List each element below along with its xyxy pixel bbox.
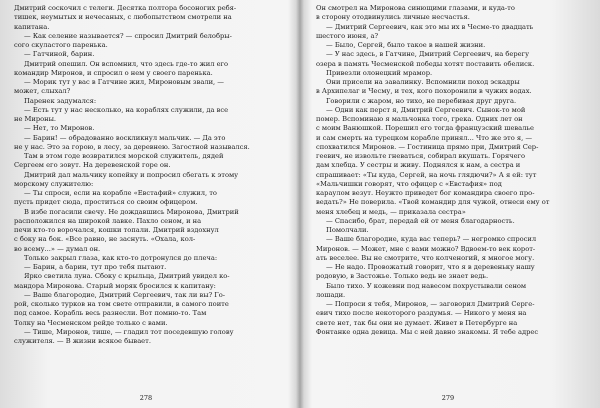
left-page-line: капитана.: [14, 22, 50, 31]
left-page-line: Там в этом годе возвратился морской служитель, дядей: [24, 152, 224, 160]
right-page-line: Привезли олонецкий мрамор.: [326, 68, 433, 77]
left-page-line: может, слыхал?: [14, 87, 71, 96]
left-page-line: Толку на Чесменском рейде только с вами.: [14, 318, 168, 327]
right-page-line: Они присели на завалинку. Вспомнили поход эскадры: [326, 78, 520, 86]
right-page-line: с моим Ванюшкой. Порешил его тогда французский шевалье: [316, 124, 534, 133]
left-page-number: 278: [139, 394, 153, 402]
right-page-line: родовую, в Застожье. Только ведь не знает ведь.: [316, 272, 489, 281]
right-page-line: — Было, Сергей, было такое в нашей жизни.: [326, 41, 486, 49]
left-page-line: Дмитрий соскочил с телеги. Десятка полтора босоногих ребя-: [14, 4, 237, 12]
left-page-line: под самое. Корабль весь разнесли. Вот помню-то. Там: [14, 309, 207, 318]
left-page-line: — Нет, то Миронов.: [24, 124, 95, 133]
left-page-line: служителя. — В жизни всякое бывает.: [14, 337, 151, 345]
right-page-line: Было тихо. У кожевни под навесом похрустывали сеном: [326, 281, 527, 290]
right-page-line: — Ваше благородие, куда вас теперь? — негромко спросил: [326, 235, 537, 244]
left-page-line: — Морик тут у вас в Гатчине жил, Мироновым звали, —: [24, 78, 224, 86]
left-page-line: печи кто-то ворочался, кошки топали. Дмитрий вздохнул: [14, 226, 219, 234]
right-page-line: — Дмитрий Сергеевич, как это мы их в Чесме-то двадцать: [326, 22, 534, 31]
right-page-line: — Спасибо, брат, передай ей от меня благодарность.: [326, 216, 515, 225]
right-page-line: евич тихо после некоторого раздумья. — Никого у меня на: [316, 309, 527, 318]
left-page-line: с боку на бок. «Все равно, не заснуть. «Охала, кол-: [14, 235, 196, 244]
right-page-line: спрашивает: «Ты куда, Сергей, на ночь глядючи?» А я ей: тут: [316, 170, 537, 179]
right-page-line: — У нас здесь, в Гатчине, Дмитрий Сергеевич, на берегу: [326, 50, 530, 59]
right-page-line: Помолчали.: [326, 226, 369, 234]
right-page-line: Миронов. — Может, мне с вами можно? Вдвоем-то век корот-: [316, 244, 536, 253]
left-page-line: мандора Миронова. Старый моряк бросился к капитану:: [14, 281, 216, 290]
left-page-line: рой, сколько турков на том свете отправили, в самого поите: [14, 300, 229, 308]
left-page-line: — Ты спроси, если на корабле «Евстафий» служил, то: [24, 189, 217, 197]
right-page-line: шестого июня, а?: [316, 31, 379, 40]
right-page-line: помер. Вспоминаю я мальчонка того, грека. Одних лет он: [316, 115, 523, 123]
right-page-line: Говорили с жаром, но тихо, не перебивая друг друга.: [326, 96, 517, 105]
left-page-line: Сергеем его зовут. На деревенской горе он.: [14, 161, 171, 170]
right-page: [316, 4, 580, 404]
left-page-line: Паренек задумался:: [24, 96, 97, 105]
right-page-line: — Попроси я тебя, Миронов, — заговорил Дмитрий Серге-: [326, 300, 535, 308]
left-page-line: не у нас. Это за горою, в лесу, за деревнею. Загостной назывался.: [14, 142, 250, 151]
left-page-line: — Гатчиной, барин.: [24, 50, 95, 59]
left-page-line: В избе погасили свечу. Не дождавшись Миронова, Дмитрий: [24, 207, 239, 216]
left-page-line: не Мироны.: [14, 115, 57, 123]
left-page-line: Ярко светила луна. Сбоку с крыльца, Дмитрий увидел ко-: [24, 272, 230, 281]
right-page-line: озера в память Чесменской победы хотят поставить обелиск.: [316, 59, 535, 68]
right-page-line: Он смотрел на Миронова синющими глазами, и куда-то: [316, 4, 515, 12]
left-page-line: сого скуластого паренька.: [14, 41, 108, 49]
left-page-line: расположился на широкой лавке. Пахло сеном, и на: [14, 216, 202, 225]
right-page-line: в Архипелаг и Чесму, и тех, кого похоронили в чужих водах.: [316, 87, 532, 96]
left-page-line: — Есть тут у нас несколько, на кораблях служили, да все: [24, 105, 229, 114]
right-page-line: в сторону отодвинулись личные несчастья.: [316, 13, 470, 22]
right-page-line: геевич, не извольте гневаться, собирал вкушать. Горячего: [316, 152, 526, 160]
left-page-line: — Барин! — обрадованно воскликнул мальчик. — Да это: [24, 133, 226, 142]
right-page-line: — Одни как перст я, Дмитрий Сергеевич. Сынок-то мой: [326, 105, 526, 114]
left-page-line: пусть придет сюда, проститься со своим офицером.: [14, 198, 198, 207]
left-page-line: Дмитрий опешил. Он вспомнил, что здесь где-то жил его: [24, 59, 229, 68]
right-page-line: дам хлебца. У сестры и живу. Поднялся к нам, а сестра и: [316, 161, 521, 170]
book-gutter: [296, 0, 304, 408]
left-page-line: Только закрыл глаза, как кто-то дотронулся до плеча:: [24, 253, 218, 262]
left-page-text: [14, 4, 278, 346]
right-page-line: лошади.: [316, 290, 346, 299]
right-page-line: свете нет, так бы они не думает. Живет в Петербурге на: [316, 318, 518, 327]
right-page-text: [316, 4, 580, 337]
left-page: [14, 4, 278, 404]
left-page-line: — Барин, а барин, тут про тебя пытают.: [24, 263, 167, 271]
right-page-line: ведать?» Не поверила. «Твой командир для чужой, отнеси ему от: [316, 198, 550, 207]
right-page-line: караулом везут. Неужто приведет бог командира своего про-: [316, 189, 535, 197]
left-page-line: — Ваше благородие, Дмитрий Сергеевич, так ли вы? Го-: [24, 290, 226, 299]
right-page-line: спохватился Миронов. — Гостиница прямо при, Дмитрий Сер-: [316, 142, 539, 151]
right-page-number: 279: [441, 394, 455, 402]
left-page-line: тишек, неумытых и нечесаных, с любопытством смотрели на: [14, 13, 232, 22]
right-page-line: ать веселее. Вы не смотрите, что колченогий, я многое могу.: [316, 253, 535, 262]
right-page-line: меня хлебец и медь, — приказала сестра»: [316, 207, 466, 216]
left-page-line: командир Миронов, и спросил о нем у своего паренька.: [14, 68, 213, 77]
left-page-line: во всему...» — думал он.: [14, 244, 101, 253]
left-page-line: морскому служителю:: [14, 179, 94, 188]
right-page-line: — Не надо. Провожатый говорит, что я в деревеньку нашу: [326, 263, 535, 271]
left-page-line: — Тише, Миронов, тише, — гладил тот поседевшую голову: [24, 327, 234, 336]
right-page-line: Фонтанке одна девица. Мы с ней давно знакомы. Я тебе адрес: [316, 327, 539, 336]
left-page-line: — Как селение называется? — спросил Дмитрий белобры-: [24, 31, 232, 40]
right-page-line: «Мальчишки говорят, что офицер с «Евстафия» под: [316, 179, 502, 188]
right-page-line: и сам смерть на турецком корабле принял... Что же это я, —: [316, 133, 533, 142]
left-page-line: Дмитрий дал мальчику копейку и попросил сбегать к этому: [24, 170, 239, 179]
